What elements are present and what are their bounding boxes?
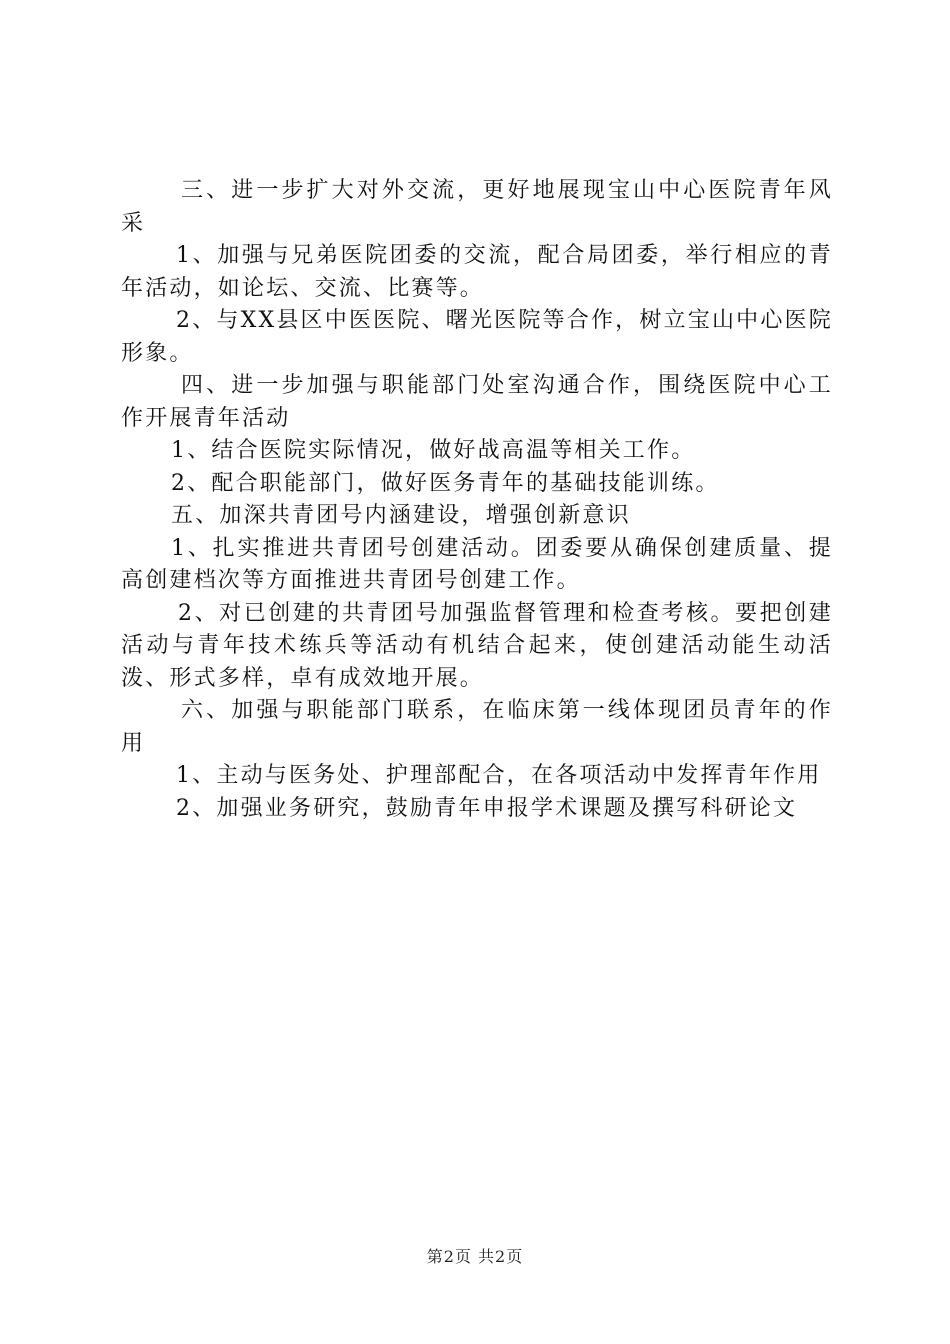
paragraph-item: 1、结合医院实际情况，做好战高温等相关工作。 xyxy=(171,438,696,463)
paragraph-item: 2、对已创建的共青团号加强监督管理和检查考核。要把创建活动与青年技术练兵等活动有机结合起来，使创建活动能生动活泼、形式多样，卓有成效地开展。 xyxy=(121,600,833,691)
paragraph-item: 2、加强业务研究，鼓励青年申报学术课题及撰写科研论文 xyxy=(176,795,798,821)
section-heading-5: 五、加深共青团号内涵建设，增强创新意识 xyxy=(171,503,631,528)
page-number: 第2页 共2页 xyxy=(426,1247,524,1266)
section-heading-3: 三、进一步扩大对外交流，更好地展现宝山中心医院青年风采 xyxy=(121,178,833,236)
paragraph-item: 1、加强与兄弟医院团委的交流，配合局团委，举行相应的青年活动，如论坛、交流、比赛等。 xyxy=(121,243,833,301)
paragraph-item: 1、扎实推进共青团号创建活动。团委要从确保创建质量、提高创建档次等方面推进共青团号创建工作。 xyxy=(121,535,833,593)
paragraph-item: 2、配合职能部门，做好医务青年的基础技能训练。 xyxy=(171,470,720,496)
section-heading-4: 四、进一步加强与职能部门处室沟通合作，围绕医院中心工作开展青年活动 xyxy=(121,373,833,431)
document-body xyxy=(121,175,833,825)
paragraph-item: 1、主动与医务处、护理部配合，在各项活动中发挥青年作用 xyxy=(176,763,822,788)
section-heading-6: 六、加强与职能部门联系，在临床第一线体现团员青年的作用 xyxy=(121,698,833,756)
paragraph-item: 2、与XX县区中医医院、曙光医院等合作，树立宝山中心医院形象。 xyxy=(121,308,833,366)
